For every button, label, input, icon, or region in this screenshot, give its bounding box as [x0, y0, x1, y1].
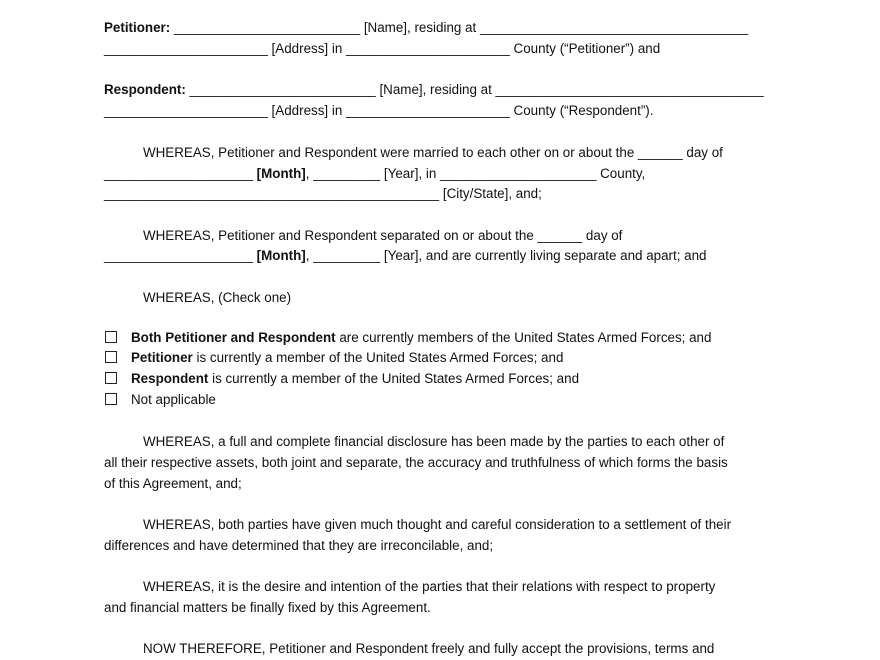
respondent-line-1: Respondent: _________________________ [Name], residing at ____________________________________ — [104, 82, 764, 97]
checkbox[interactable] — [105, 331, 117, 343]
option-both: Both Petitioner and Respondent are currently members of the United States Armed Forces; and — [105, 330, 711, 346]
intention-line-1: WHEREAS, it is the desire and intention of the parties that their relations with respect to property — [143, 579, 716, 594]
separated-line-2: ____________________ [Month], _________ [Year], and are currently living separate and apart; and — [104, 248, 707, 263]
married-line-2: ____________________ [Month], _________ [Year], in _____________________ County, — [104, 166, 646, 181]
check-one-intro: WHEREAS, (Check one) — [143, 290, 292, 305]
option-petitioner: Petitioner is currently a member of the United States Armed Forces; and — [105, 350, 563, 366]
petitioner-line-1: Petitioner: _________________________ [Name], residing at ____________________________________ — [104, 20, 749, 35]
disclosure-line-1: WHEREAS, a full and complete financial disclosure has been made by the parties to each other of — [143, 434, 725, 449]
option-respondent: Respondent is currently a member of the United States Armed Forces; and — [105, 371, 579, 387]
disclosure-line-3: of this Agreement, and; — [104, 476, 242, 491]
option-not-applicable: Not applicable — [105, 392, 216, 408]
checkbox[interactable] — [105, 393, 117, 405]
petitioner-label: Petitioner: — [104, 20, 171, 35]
married-line-1: WHEREAS, Petitioner and Respondent were married to each other on or about the ______ day of — [143, 145, 723, 160]
checkbox[interactable] — [105, 351, 117, 363]
intention-line-2: and financial matters be finally fixed by this Agreement. — [104, 600, 431, 615]
disclosure-line-2: all their respective assets, both joint and separate, the accuracy and truthfulness of which forms the basis — [104, 455, 728, 470]
petitioner-line-2: ______________________ [Address] in ______________________ County (“Petitioner”) and — [104, 41, 661, 56]
respondent-label: Respondent: — [104, 82, 186, 97]
now-therefore-line: NOW THEREFORE, Petitioner and Respondent freely and fully accept the provisions, terms and — [143, 641, 715, 656]
checkbox[interactable] — [105, 372, 117, 384]
consideration-line-1: WHEREAS, both parties have given much thought and careful consideration to a settlement of their — [143, 517, 732, 532]
respondent-line-2: ______________________ [Address] in ______________________ County (“Respondent”). — [104, 103, 654, 118]
married-line-3: _____________________________________________ [City/State], and; — [104, 186, 542, 201]
separated-line-1: WHEREAS, Petitioner and Respondent separated on or about the ______ day of — [143, 228, 623, 243]
consideration-line-2: differences and have determined that they are irreconcilable, and; — [104, 538, 494, 553]
